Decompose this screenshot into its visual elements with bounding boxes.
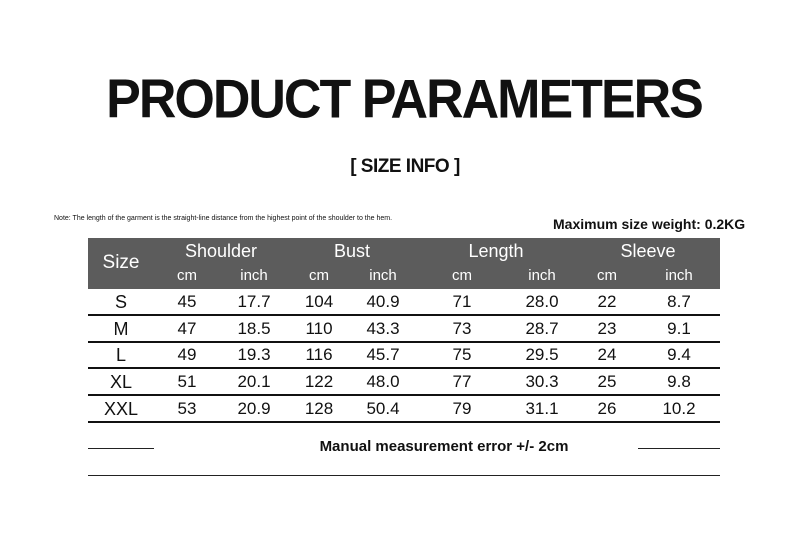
table-cell: 51 bbox=[177, 372, 197, 391]
table-cell: 25 bbox=[597, 372, 617, 391]
table-cell: 28.7 bbox=[525, 319, 559, 338]
table-cell: 79 bbox=[452, 399, 472, 418]
size-info-subtitle: [ SIZE INFO ] bbox=[350, 156, 460, 177]
row-divider bbox=[88, 314, 720, 316]
unit-header: cm bbox=[597, 267, 617, 284]
size-column-header: Size bbox=[102, 252, 140, 273]
table-cell: 110 bbox=[305, 319, 333, 338]
table-cell: 30.3 bbox=[525, 372, 559, 391]
table-cell: 29.5 bbox=[525, 345, 559, 364]
unit-header: inch bbox=[240, 267, 268, 284]
table-cell: 17.7 bbox=[237, 292, 271, 311]
table-cell: 19.3 bbox=[237, 345, 271, 364]
table-cell: 9.8 bbox=[667, 372, 691, 391]
row-divider bbox=[88, 367, 720, 369]
footer-bottom-divider bbox=[88, 475, 720, 476]
size-cell: M bbox=[113, 319, 129, 339]
measurement-note: Note: The length of the garment is the straight-line distance from the highest point of the shoulder to the hem. bbox=[54, 215, 393, 222]
table-cell: 49 bbox=[177, 345, 197, 364]
unit-header: cm bbox=[177, 267, 197, 284]
size-cell: L bbox=[115, 345, 126, 365]
table-cell: 18.5 bbox=[237, 319, 271, 338]
size-cell: XXL bbox=[103, 399, 139, 419]
measurement-error-note: Manual measurement error +/- 2cm bbox=[319, 438, 569, 455]
table-cell: 20.1 bbox=[237, 372, 271, 391]
row-divider bbox=[88, 394, 720, 396]
table-cell: 20.9 bbox=[237, 399, 271, 418]
table-cell: 24 bbox=[597, 345, 617, 364]
unit-header: inch bbox=[528, 267, 556, 284]
table-cell: 128 bbox=[304, 399, 334, 418]
max-weight-label: Maximum size weight: 0.2KG bbox=[553, 216, 746, 232]
table-cell: 116 bbox=[305, 345, 333, 364]
unit-header: inch bbox=[369, 267, 397, 284]
table-cell: 77 bbox=[452, 372, 472, 391]
unit-header: cm bbox=[452, 267, 472, 284]
table-cell: 22 bbox=[597, 292, 617, 311]
table-cell: 122 bbox=[304, 372, 334, 391]
table-cell: 43.3 bbox=[366, 319, 400, 338]
size-cell: S bbox=[114, 292, 127, 312]
group-header-bust: Bust bbox=[333, 241, 371, 261]
table-cell: 73 bbox=[452, 319, 472, 338]
page-title: PRODUCT PARAMETERS bbox=[106, 69, 702, 130]
table-cell: 53 bbox=[177, 399, 197, 418]
table-cell: 23 bbox=[597, 319, 617, 338]
unit-header: cm bbox=[309, 267, 329, 284]
table-cell: 50.4 bbox=[366, 399, 400, 418]
table-cell: 104 bbox=[304, 292, 334, 311]
table-cell: 8.7 bbox=[667, 292, 691, 311]
table-cell: 28.0 bbox=[525, 292, 559, 311]
table-cell: 26 bbox=[597, 399, 617, 418]
row-divider bbox=[88, 341, 720, 343]
table-cell: 40.9 bbox=[366, 292, 400, 311]
unit-header: inch bbox=[665, 267, 693, 284]
table-cell: 45 bbox=[177, 292, 197, 311]
row-divider bbox=[88, 421, 720, 423]
table-cell: 45.7 bbox=[366, 345, 400, 364]
size-cell: XL bbox=[109, 372, 133, 392]
group-header-sleeve: Sleeve bbox=[620, 241, 676, 261]
table-cell: 31.1 bbox=[525, 399, 559, 418]
table-cell: 9.1 bbox=[667, 319, 691, 338]
table-cell: 75 bbox=[452, 345, 472, 364]
table-cell: 48.0 bbox=[366, 372, 400, 391]
table-cell: 9.4 bbox=[667, 345, 691, 364]
group-header-length: Length bbox=[468, 241, 524, 261]
group-header-shoulder: Shoulder bbox=[184, 241, 258, 261]
table-cell: 47 bbox=[177, 319, 197, 338]
table-cell: 71 bbox=[452, 292, 472, 311]
table-cell: 10.2 bbox=[662, 399, 696, 418]
